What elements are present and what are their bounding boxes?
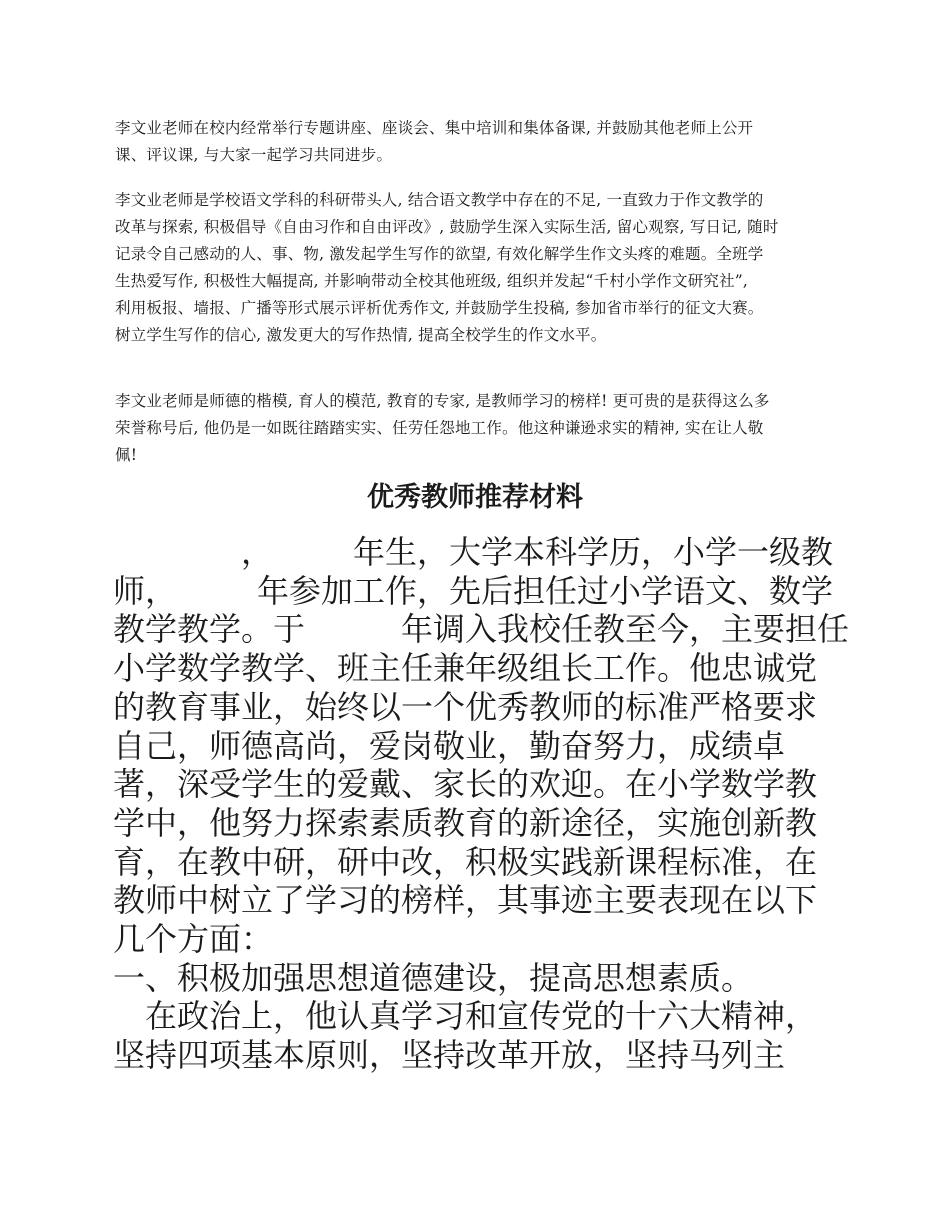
text-line: 树立学生写作的信心, 激发更大的写作热情, 提高全校学生的作文水平。 bbox=[115, 326, 607, 344]
text-line: 利用板报、墙报、广播等形式展示评析优秀作文, 并鼓励学生投稿, 参加省市举行的征文大赛。 bbox=[115, 299, 764, 317]
text-line: 课、评议课, 与大家一起学习共同进步。 bbox=[115, 146, 393, 164]
paragraph-lecture-activities bbox=[115, 115, 845, 169]
text-line: 李文业老师是学校语文学科的科研带头人, 结合语文教学中存在的不足, 一直致力于作文教学的 bbox=[115, 191, 764, 209]
recommendation-body bbox=[113, 533, 893, 1075]
body-line: 教师中树立了学习的榜样，其事迹主要表现在以下 bbox=[113, 881, 818, 920]
body-line: 小学数学教学、班主任兼年级组长工作。他忠诚党 bbox=[113, 649, 818, 688]
text-line: 生热爱写作, 积极性大幅提高, 并影响带动全校其他班级, 组织并发起“千村小学作文研究社”, bbox=[115, 272, 749, 290]
body-line: 著，深受学生的爱戴、家长的欢迎。在小学数学教 bbox=[113, 765, 818, 804]
body-line: 育，在教中研，研中改，积极实践新课程标准，在 bbox=[113, 842, 818, 881]
body-line: 教学教学。于 年调入我校任教至今，主要担任 bbox=[113, 610, 850, 649]
body-line: 在政治上，他认真学习和宣传党的十六大精神， bbox=[113, 997, 818, 1036]
document-title: 优秀教师推荐材料 bbox=[367, 482, 583, 513]
text-line: 记录令自己感动的人、事、物, 激发起学生写作的欲望, 有效化解学生作文头疼的难题。全班学 bbox=[115, 245, 764, 263]
body-line: 的教育事业，始终以一个优秀教师的标准严格要求 bbox=[113, 687, 818, 726]
paragraph-writing-teaching bbox=[115, 187, 845, 349]
body-line: 自己，师德高尚，爱岗敬业，勤奋努力，成绩卓 bbox=[113, 726, 786, 765]
body-line: 几个方面： bbox=[113, 920, 274, 959]
text-line: 李文业老师是师德的楷模, 育人的模范, 教育的专家, 是教师学习的榜样! 更可贵的是获得这么多 bbox=[115, 392, 770, 410]
body-line: ， 年生，大学本科学历，小学一级教 bbox=[113, 533, 834, 571]
section-heading: 一、积极加强思想道德建设，提高思想素质。 bbox=[113, 958, 754, 997]
body-line: 学中，他努力探索素质教育的新途径，实施创新教 bbox=[113, 803, 818, 842]
text-line: 荣誉称号后, 他仍是一如既往踏踏实实、任劳任怨地工作。他这种谦逊求实的精神, 实在让人敬 bbox=[115, 419, 764, 437]
text-line: 改革与探索, 积极倡导《自由习作和自由评改》, 鼓励学生深入实际生活, 留心观察, 写日记, 随时 bbox=[115, 218, 779, 236]
text-line: 佩! bbox=[115, 446, 138, 464]
text-line: 李文业老师在校内经常举行专题讲座、座谈会、集中培训和集体备课, 并鼓励其他老师上公开 bbox=[115, 119, 754, 137]
paragraph-role-model bbox=[115, 388, 845, 469]
body-line: 师， 年参加工作，先后担任过小学语文、数学 bbox=[113, 571, 834, 610]
body-line: 坚持四项基本原则，坚持改革开放，坚持马列主 bbox=[113, 1036, 786, 1075]
